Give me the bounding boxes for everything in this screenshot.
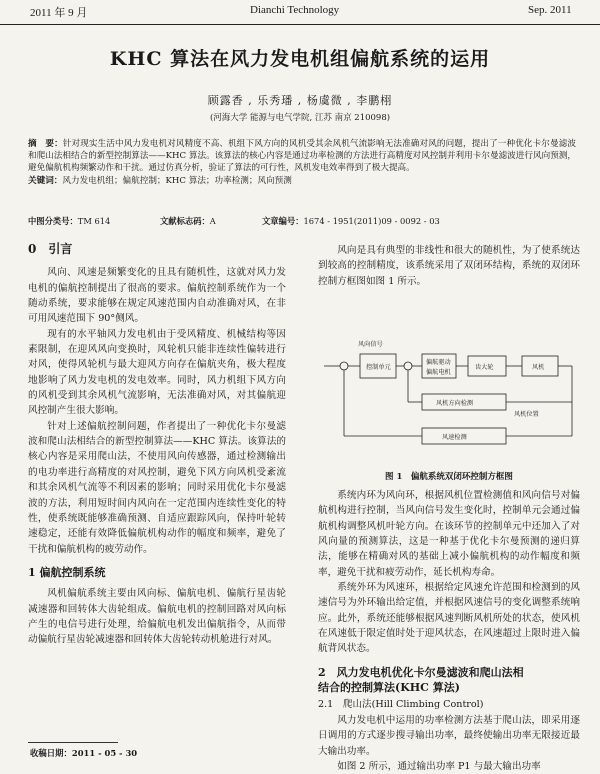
yaw-drive-label: 偏航驱动 [426,359,451,366]
summing-junction [340,362,348,370]
doc-code-label: 文献标志码： [160,216,210,226]
abstract [28,138,576,187]
right-column-bottom [318,488,580,774]
article-no-value: 1674 - 1951(2011)09 - 0092 - 03 [303,216,440,226]
classification [28,215,110,227]
section-2-heading-line1: 2 风力发电机优化卡尔曼滤波和爬山法相 [318,665,524,679]
paragraph: 风向、风速是频繁变化的且具有随机性，这就对风力发电机的偏航控制提出了很高的要求。偏航控制系统作为一个随动系统，要求能够在规定风速范围内自动准确对风，在非可用风速范围下 90°侧风。 [28,267,286,325]
authors: 顾露香 , 乐秀璠 , 杨虞微 , 李鹏栩 [207,94,393,107]
paragraph: 风机偏航系统主要由风向标、偏航电机、偏航行星齿轮减速器和回转体大齿轮组成。偏航电机的控制回路对风向标产生的电信号进行处理，给偏航电机发出偏航指令，从而带动偏航行星齿轮减速器和回转体大齿轮转动机舱进行对风。 [28,588,286,646]
position-label: 风机位置 [514,411,539,418]
abstract-label: 摘 要： [28,139,63,149]
section-2-heading-line2: 结合的控制算法(KHC 算法) [318,681,460,695]
header-date-en: Sep. 2011 [528,4,572,16]
keywords-text: 风力发电机组；偏航控制；KHC 算法；功率检测；风向预测 [62,175,292,186]
wind-speed-label: 风速检测 [442,434,467,441]
doc-code-value: A [209,216,216,226]
paragraph: 针对上述偏航控制问题，作者提出了一种优化卡尔曼滤波和爬山法相结合的新型控制算法——KHC 算法。该算法的核心内容是采用爬山法，不使用风向传感器，通过检测输出的电功率进行高精度的对风控制，避免下风方向风机受紊流和其余风机气流等不利因素的影响；同时采用优化卡尔曼滤波的方法，利用短时间内风向在一定范围内连续性变化的特性，使系统既能够准确预测、自适应跟踪风向，保持叶轮转速稳定，还能有效降低偏航机构动作的幅度和频率，避免了干扰和偏航机构的疲劳动作。 [28,420,286,555]
article-no-label: 文章编号： [262,216,304,226]
header-journal: Dianchi Technology [250,4,340,16]
paragraph: 如图 2 所示，通过输出功率 P1 与最大输出功率 [337,760,541,772]
left-column [28,236,286,648]
article-number [262,215,440,227]
section-0-heading: 0 引言 [28,242,73,256]
control-unit-label: 控制单元 [366,364,391,371]
paragraph: 系统外环为风速环，根据给定风速允许范围和检测到的风速信号为外环输出给定值，并根据风速信号的变化调整系统响应。此外，系统还能够根据风速判断风机所处的状态，使风机在风速低于限定值时处于迎风状态，在风速超过上限时进入偏航背风状态。 [318,582,580,655]
fan-label: 风机 [532,364,545,371]
footnote-divider [28,742,118,743]
gear-label: 齿大轮 [475,364,494,371]
abstract-text: 针对现实生活中风力发电机对风精度不高、机组下风方向的风机受其余风机气流影响无法准确对风的问题，提出了一种优化卡尔曼滤波和爬山法相结合的新型控制算法——KHC 算法。该算法的核心内容是通过功率检测的方法进行高精度对风控制并利用卡尔曼滤波进行风向预测，避免偏航机构频繁动作和干扰。通过仿真分析，验证了算法的可行性，风机发电效率得到了极大提高。 [28,139,576,174]
affiliation: (河海大学 能源与电气学院, 江苏 南京 210098) [209,113,391,123]
right-column-top [318,243,580,289]
figure-1-block-diagram [318,336,580,462]
paper-title: KHC 算法在风力发电机组偏航系统的运用 [109,48,491,70]
section-1-heading: 1 偏航控制系统 [28,565,106,579]
paragraph: 系统内环为风向环，根据风机位置检测值和风向信号对偏航机构进行控制，当风向信号发生变化时，控制单元会通过偏航机构调整风机叶轮方向。在该环节的控制单元中还加入了对风向量的预测算法，这是一种基于优化卡尔曼预测的递归算法，能够在精确对风的基础上减小偏航机构的动作幅度和频率，避免干扰和疲劳动作，延长机构寿命。 [318,490,580,578]
yaw-motor-label: 偏航电机 [426,369,451,376]
summing-junction-inner [404,362,412,370]
paragraph: 风向是具有典型的非线性和很大的随机性，为了使系统达到较高的控制精度，该系统采用了双闭环结构，系统的双闭环控制方框图如图 1 所示。 [318,245,580,287]
paragraph: 现有的水平轴风力发电机由于受风精度、机械结构等因素限制，在迎风风向变换时，风轮机只能非连续性偏转进行对风，使得风轮机与最大迎风方向存在偏航夹角，极大程度地影响了风力发电机的发电效率。同时，风力机组下风方向的风机受到其余风机气流影响，无法准确对风，对其偏航迎风控制产生很大影响。 [28,328,286,417]
received-date: 收稿日期：2011 - 05 - 30 [30,748,138,758]
classification-label: 中图分类号： [28,216,78,226]
figure-1-caption: 图 1 偏航系统双闭环控制方框图 [385,472,513,482]
doc-code [160,215,216,227]
keywords-label: 关键词： [28,175,63,186]
direction-detect-label: 风机方向检测 [436,400,474,407]
wind-direction-signal-label: 风向信号 [358,341,383,348]
paragraph: 风力发电机中运用的功率检测方法基于爬山法，即采用逐日调用的方式逐步搜寻输出功率，最终使输出功率无限接近最大输出功率。 [318,714,580,757]
section-2-1-heading: 2.1 爬山法(Hill Climbing Control) [318,699,484,711]
classification-value: TM 614 [77,216,111,226]
header-date: 2011 年 9 月 [30,7,88,19]
